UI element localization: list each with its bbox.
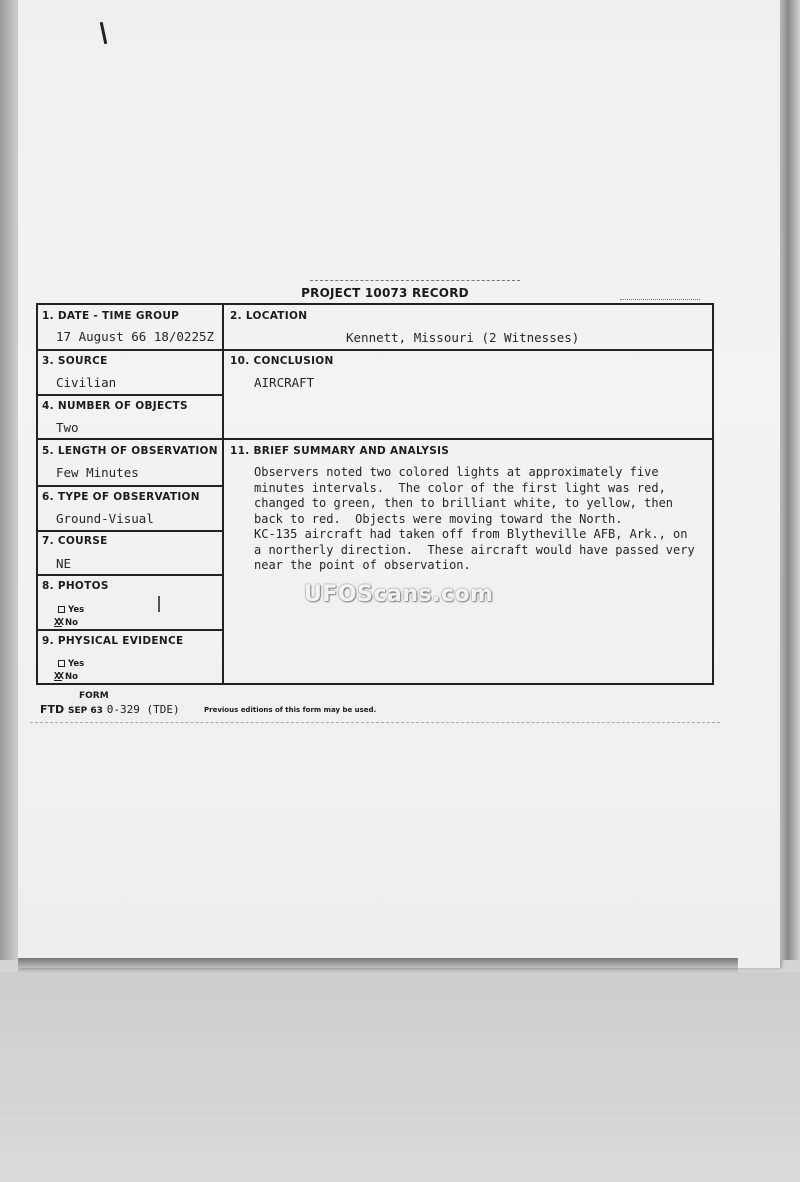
watermark: UFOScans.com <box>304 582 494 607</box>
column-divider <box>222 305 224 685</box>
row-divider <box>38 629 224 631</box>
location-label: 2. LOCATION <box>230 310 308 322</box>
row-divider <box>38 530 224 532</box>
form-bottom-dash <box>30 722 720 723</box>
brief-summary-label: 11. BRIEF SUMMARY AND ANALYSIS <box>230 445 450 457</box>
physical-evidence-yes-option <box>58 659 84 669</box>
form-date: SEP 63 <box>68 706 103 716</box>
conclusion-value: AIRCRAFT <box>254 375 315 390</box>
form-caption: FORM <box>79 691 109 701</box>
row-divider <box>38 394 224 396</box>
type-of-observation-value: Ground-Visual <box>56 511 154 526</box>
course-value: NE <box>56 556 72 571</box>
pen-tick-mark <box>100 22 108 44</box>
checkbox-empty-icon <box>58 660 65 667</box>
form-code <box>40 703 180 716</box>
conclusion-label: 10. CONCLUSION <box>230 355 334 367</box>
pen-stroke-mark <box>158 596 160 612</box>
number-of-objects-label: 4. NUMBER OF OBJECTS <box>42 400 188 412</box>
type-of-observation-label: 6. TYPE OF OBSERVATION <box>42 491 200 503</box>
checkbox-empty-icon <box>58 606 65 613</box>
length-of-observation-value: Few Minutes <box>56 465 139 480</box>
row-divider <box>38 349 714 351</box>
photos-no-mark: XX <box>54 617 63 628</box>
row-divider <box>38 438 714 440</box>
photos-no-label: No <box>65 618 79 628</box>
photos-yes-option <box>58 605 84 615</box>
source-label: 3. SOURCE <box>42 355 108 367</box>
row-divider <box>38 574 224 576</box>
page-title: PROJECT 10073 RECORD <box>301 286 469 300</box>
date-time-group-label: 1. DATE - TIME GROUP <box>42 310 180 322</box>
number-of-objects-value: Two <box>56 420 79 435</box>
photos-label: 8. PHOTOS <box>42 580 109 592</box>
date-time-group-value: 17 August 66 18/0225Z <box>56 329 215 344</box>
location-value: Kennett, Missouri (2 Witnesses) <box>346 330 580 345</box>
form-number: 0-329 (TDE) <box>106 703 180 716</box>
brief-summary-text: Observers noted two colored lights at approximately five minutes intervals. The color of the first light was red, changed to green, then to brilliant white, to yellow, then back to red. Objects were moving toward the North. KC-135 aircraft had taken off from Blytheville AFB, Ark., on a northerly direction. These aircraft would have passed very near the point of observation. <box>254 465 695 572</box>
physical-evidence-label: 9. PHYSICAL EVIDENCE <box>42 635 184 647</box>
ftd-label: FTD <box>40 703 65 716</box>
physical-evidence-no-label: No <box>65 672 79 682</box>
scan-background <box>0 972 800 1182</box>
scan-left-edge <box>0 0 18 960</box>
physical-evidence-yes-label: Yes <box>68 659 85 669</box>
course-label: 7. COURSE <box>42 535 108 547</box>
physical-evidence-no-option <box>54 671 78 682</box>
row-divider <box>38 485 224 487</box>
scan-right-edge <box>780 0 800 960</box>
length-of-observation-label: 5. LENGTH OF OBSERVATION <box>42 445 218 457</box>
sheet-bottom-shadow <box>18 958 738 972</box>
source-value: Civilian <box>56 375 117 390</box>
form-edition-note: Previous editions of this form may be used. <box>204 706 377 714</box>
top-dash-line <box>310 280 520 281</box>
record-form <box>36 303 714 685</box>
physical-evidence-no-mark: XX <box>54 671 63 682</box>
photos-no-option <box>54 617 78 628</box>
photos-yes-label: Yes <box>68 605 85 615</box>
dotted-mark <box>620 299 700 300</box>
